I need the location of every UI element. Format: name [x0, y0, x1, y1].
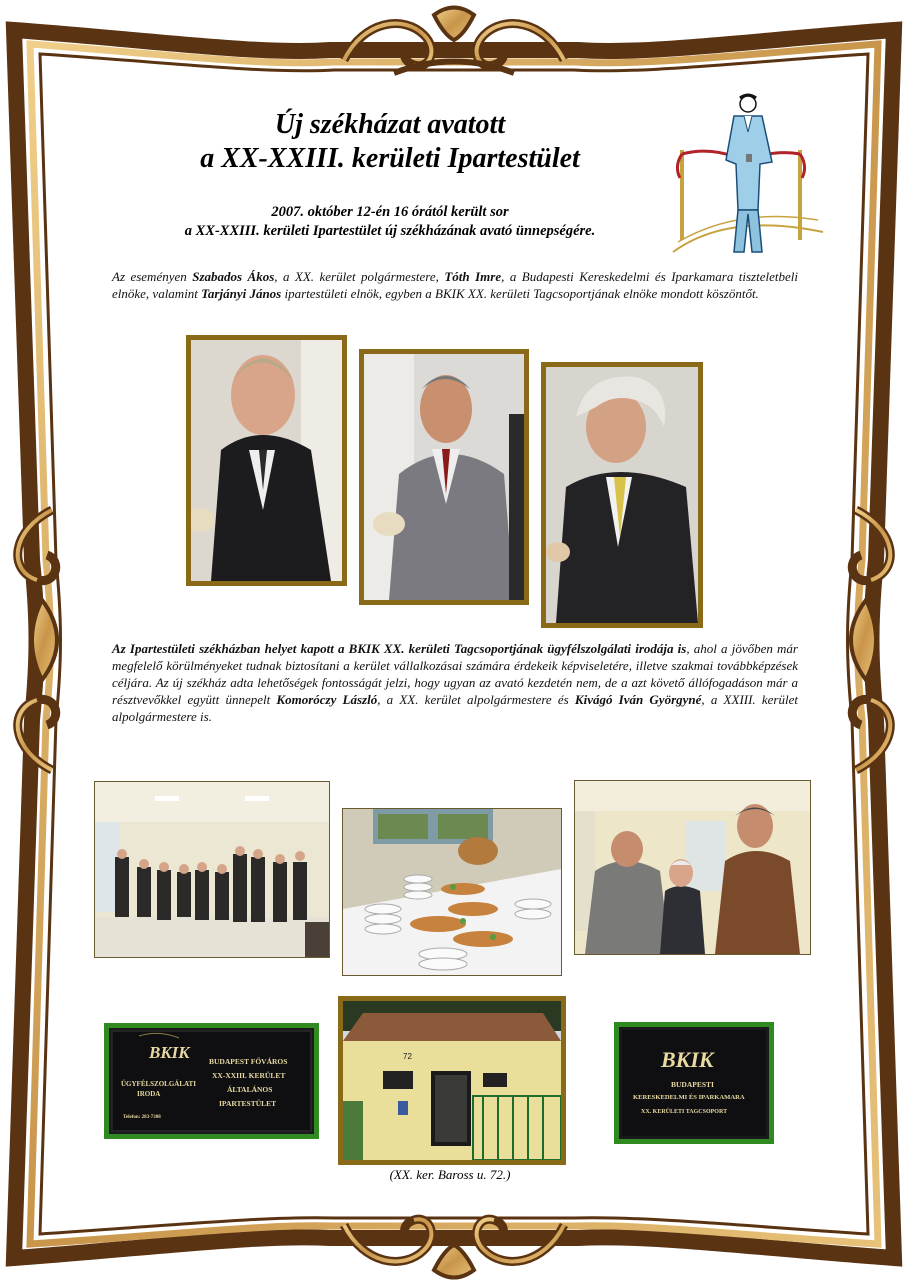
photo-plaque-bkik: [614, 1022, 774, 1144]
plaque-bkik-line1: BUDAPESTI: [671, 1080, 714, 1089]
photo-speaker-3: [541, 362, 703, 628]
intro-paragraph: [112, 268, 798, 302]
body-text-2: , a XX. kerület alpolgármestere és: [377, 692, 575, 707]
event-subtitle: [110, 203, 670, 241]
plaque-bkik-line3: XX. KERÜLETI TAGCSOPORT: [641, 1109, 728, 1115]
photo-buffet-table: [342, 808, 562, 976]
plaque-right-line4: IPARTESTÜLET: [219, 1099, 277, 1108]
plaque-bkik-line2: KERESKEDELMI ÉS IPARKAMARA: [633, 1094, 745, 1101]
plaque-logo-right: BKIK: [661, 1047, 714, 1072]
plaque-left-line1: ÜGYFÉLSZOLGÁLATI: [121, 1080, 196, 1088]
intro-text-3: , a Budapesti Kereskedelmi és Iparkamara tiszteletbeli elnöke, valamint: [112, 269, 798, 301]
name-szabados: Szabados Ákos: [192, 269, 275, 284]
subtitle-line-1: 2007. október 12-én 16 órától került sor: [271, 204, 509, 220]
photo-speaker-2: [359, 349, 529, 605]
photo-plaque-ipartestulet: [104, 1023, 319, 1139]
name-komoroczy: Komoróczy László: [276, 692, 378, 707]
plaque-logo-left: BKIK: [149, 1043, 190, 1062]
body-paragraph: [112, 640, 798, 725]
building-number: 72: [403, 1052, 412, 1061]
name-kivago: Kivágó Iván Györgyné: [574, 692, 702, 707]
photo-meeting-room: [94, 781, 330, 958]
photo-guests-talking: [574, 780, 811, 955]
title-line-1: Új székházat avatott: [274, 109, 506, 140]
intro-text-1: Az eseményen: [112, 269, 193, 284]
plaque-left-line3: Telefon: 283-7308: [123, 1115, 161, 1120]
name-tarjanyi: Tarjányi János: [201, 286, 282, 301]
plaque-left-line2: IRODA: [137, 1090, 161, 1098]
name-toth: Tóth Imre: [444, 269, 502, 284]
ribbon-cutting-clipart: [668, 92, 828, 262]
intro-text-2: , a XX. kerület polgármestere,: [274, 269, 445, 284]
body-text-1: , ahol a jövőben már megfelelő körülményeket tudnak biztosítani a kerület vállalkozásai számára érdekeik képviseletére, illetve szakmai továbbképzések céljára. Az új székház adta lehetőségek fontosságát jelzi, hogy ugyan az avató kezdetén nem, de a azt követő állófogadáson már a résztvevőkkel együtt ünnepelt: [112, 641, 798, 707]
plaque-right-line1: BUDAPEST FŐVÁROS: [209, 1057, 288, 1066]
body-text-3: , a XXIII. kerület alpolgármestere is.: [112, 692, 798, 724]
intro-text-4: ipartestületi elnök, egyben a BKIK XX. kerületi Tagcsoportjának elnöke mondott köszöntőt.: [281, 286, 759, 301]
page-title: [110, 108, 670, 176]
plaque-right-line3: ÁLTALÁNOS: [227, 1085, 273, 1094]
photo-building-entrance: [338, 996, 566, 1165]
subtitle-line-2: a XX-XXIII. kerületi Ipartestület új székházának avató ünnepségére.: [184, 223, 596, 239]
building-caption: (XX. ker. Baross u. 72.): [389, 1167, 511, 1182]
plaque-right-line2: XX-XXIII. KERÜLET: [212, 1071, 286, 1080]
body-bold-office: Az Ipartestületi székházban helyet kapott a BKIK XX. kerületi Tagcsoportjának ügyfélszolgálati irodája is: [112, 641, 687, 656]
title-line-2: a XX-XXIII. kerületi Ipartestület: [200, 143, 580, 174]
photo-speaker-1: [186, 335, 347, 586]
